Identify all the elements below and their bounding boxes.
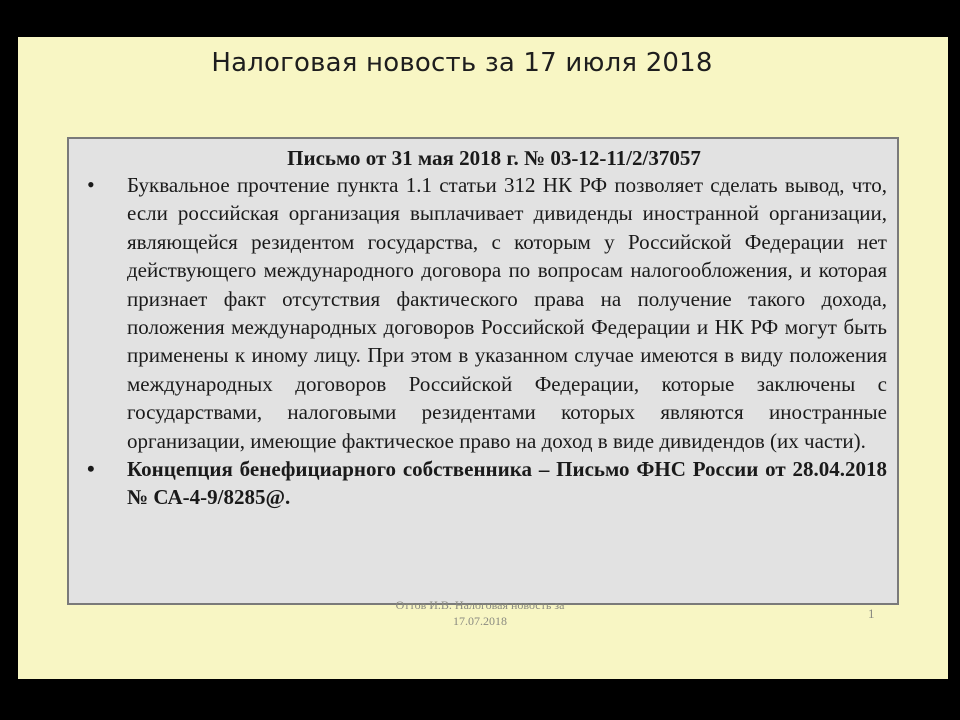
footer-line-1: Оттов И.В. Налоговая новость за [395, 598, 565, 612]
bullet-text: Концепция бенефициарного собственника – Письмо ФНС России от 28.04.2018 № СА-4-9/8285@. [127, 457, 887, 510]
letter-heading: Письмо от 31 мая 2018 г. № 03-12-11/2/37057 [287, 146, 701, 170]
footer-text [330, 597, 630, 629]
slide [18, 37, 948, 679]
footer-line-2: 17.07.2018 [453, 614, 507, 628]
letter-box [67, 137, 899, 605]
bullet-item [81, 171, 887, 455]
bullet-item-bold [81, 455, 887, 512]
slide-title: Налоговая новость за 17 июля 2018 [211, 48, 713, 78]
bullet-icon: • [87, 456, 95, 482]
bullet-icon: • [87, 172, 95, 197]
bullet-text: Буквальное прочтение пункта 1.1 статьи 312 НК РФ позволяет сделать вывод, что, если российская организация выплачивает дивиденды иностранной организации, являющейся резидентом государства, с которым у Российской Федерации нет действующего международного договора по вопросам налогообложения, и которая признает факт отсутствия фактического права на получение такого дохода, положения международных договоров Российской Федерации и НК РФ могут быть применены к иному лицу. При этом в указанном случае имеются в виду положения международных договоров Российской Федерации, которые заключены с государствами, налоговыми резидентами которых являются иностранные организации, имеющие фактическое право на доход в виде дивидендов (их части). [127, 173, 887, 453]
page-number: 1 [868, 606, 875, 621]
